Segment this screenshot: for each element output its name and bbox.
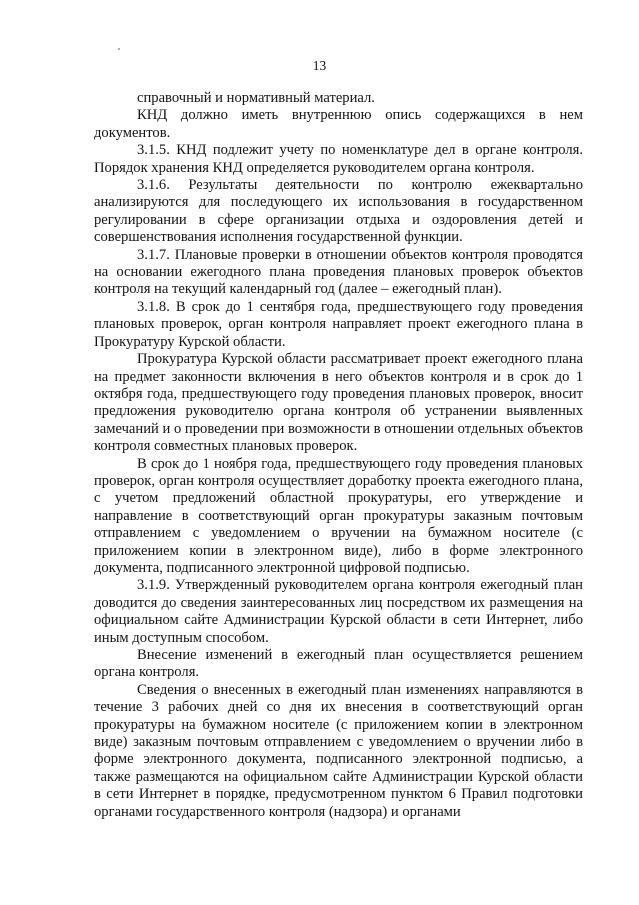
paragraph: справочный и нормативный материал. — [137, 90, 375, 106]
paragraph: Сведения о внесенных в ежегодный план изменениях направляются в течение 3 рабочих дней со дня их внесения в соответствующий орган прокуратуры на бумажном носителе (с приложением копии в электронном виде) заказным почтовым отправлением с уведомлением о вручении либо в форме электронного документа, подписанного электронной подписью, а также размещаются на официальном сайте Администрации Курской области в сети Интернет в порядке, предусмотренном пунктом 6 Правил подготовки органами государственного контроля (надзора) и органами — [94, 681, 583, 820]
document-body — [94, 90, 583, 821]
paragraph: 3.1.6. Результаты деятельности по контролю ежеквартально анализируются для последующего их использования в государственном регулировании в сфере организации отдыха и оздоровления детей и совершенствования исполнения государственной функции. — [94, 177, 583, 246]
paragraph: КНД должно иметь внутреннюю опись содержащихся в нем документов. — [94, 107, 583, 141]
paragraph: В срок до 1 ноября года, предшествующего году проведения плановых проверок, орган контроля осуществляет доработку проекта ежегодного плана, с учетом предложений областной прокуратуры, его утверждение и направление в соответствующий орган прокуратуры заказным почтовым отправлением с уведомлением о вручении на бумажном носителе (с приложением копии в электронном виде), либо в форме электронного документа, подписанного электронной цифровой подписью. — [94, 455, 583, 576]
paragraph: Прокуратура Курской области рассматривает проект ежегодного плана на предмет законности включения в него объектов контроля и в срок до 1 октября года, предшествующего году проведения плановых проверок, вносит предложения руководителю органа контроля об устранении выявленных замечаний и о проведении при возможности в отношении отдельных объектов контроля совместных плановых проверок. — [94, 351, 583, 455]
paragraph: 3.1.9. Утвержденный руководителем органа контроля ежегодный план доводится до сведения заинтересованных лиц посредством их размещения на официальном сайте Администрации Курской области в сети Интернет, либо иным доступным способом. — [94, 577, 583, 646]
paragraph: Внесение изменений в ежегодный план осуществляется решением органа контроля. — [94, 647, 583, 681]
scan-artifact — [118, 48, 120, 50]
paragraph: 3.1.5. КНД подлежит учету по номенклатуре дел в органе контроля. Порядок хранения КНД определяется руководителем органа контроля. — [94, 142, 583, 176]
paragraph: 3.1.7. Плановые проверки в отношении объектов контроля проводятся на основании ежегодного плана проведения плановых проверок объектов контроля на текущий календарный год (далее – ежегодный план). — [94, 246, 583, 298]
page-number: 13 — [312, 58, 327, 73]
paragraph: 3.1.8. В срок до 1 сентября года, предшествующего году проведения плановых проверок, орган контроля направляет проект ежегодного плана в Прокуратуру Курской области. — [94, 298, 583, 350]
